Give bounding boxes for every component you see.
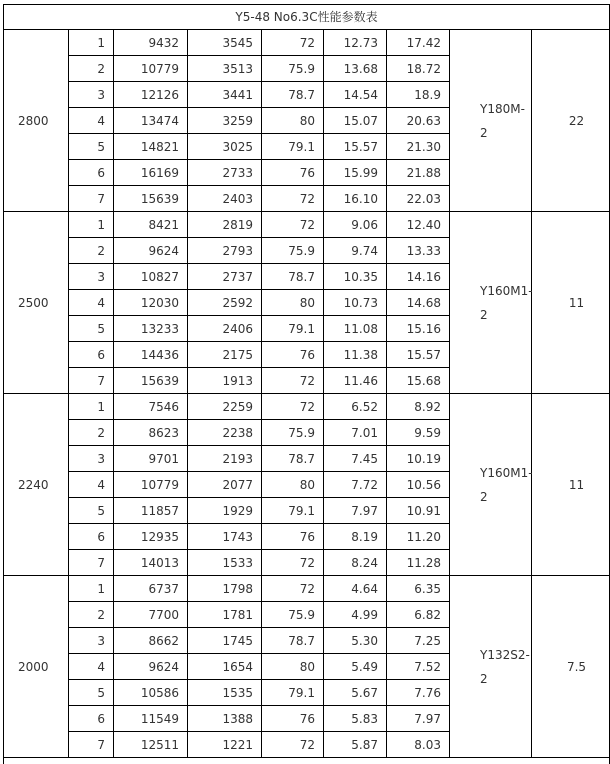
pressure-cell: 2238 [188, 420, 262, 446]
required-power-cell: 10.19 [387, 446, 450, 472]
airflow-cell: 9624 [114, 654, 188, 680]
required-power-cell: 18.9 [387, 82, 450, 108]
shaft-power-cell: 15.57 [324, 134, 387, 160]
airflow-cell: 10827 [114, 264, 188, 290]
pressure-cell: 2403 [188, 186, 262, 212]
required-power-cell: 7.76 [387, 680, 450, 706]
efficiency-cell: 80 [262, 654, 324, 680]
shaft-power-cell: 10.35 [324, 264, 387, 290]
point-index-cell: 6 [69, 160, 114, 186]
pressure-cell: 1535 [188, 680, 262, 706]
speed-cell: 2800 [4, 30, 69, 212]
airflow-cell: 10586 [114, 680, 188, 706]
title-row [4, 5, 610, 30]
required-power-cell: 12.40 [387, 212, 450, 238]
required-power-cell: 22.03 [387, 186, 450, 212]
airflow-cell: 12511 [114, 732, 188, 758]
required-power-cell: 13.33 [387, 238, 450, 264]
shaft-power-cell: 4.99 [324, 602, 387, 628]
pressure-cell: 2592 [188, 290, 262, 316]
point-index-cell: 5 [69, 316, 114, 342]
point-index-cell: 3 [69, 82, 114, 108]
pressure-cell: 2406 [188, 316, 262, 342]
efficiency-cell: 72 [262, 732, 324, 758]
shaft-power-cell: 10.73 [324, 290, 387, 316]
shaft-power-cell: 9.06 [324, 212, 387, 238]
shaft-power-cell: 11.38 [324, 342, 387, 368]
point-index-cell: 1 [69, 212, 114, 238]
required-power-cell: 6.35 [387, 576, 450, 602]
pressure-cell: 2259 [188, 394, 262, 420]
required-power-cell: 8.03 [387, 732, 450, 758]
required-power-cell: 17.42 [387, 30, 450, 56]
point-index-cell: 2 [69, 56, 114, 82]
point-index-cell: 7 [69, 368, 114, 394]
point-index-cell: 4 [69, 290, 114, 316]
shaft-power-cell: 15.07 [324, 108, 387, 134]
airflow-cell: 9701 [114, 446, 188, 472]
pressure-cell: 2733 [188, 160, 262, 186]
efficiency-cell: 75.9 [262, 420, 324, 446]
shaft-power-cell: 8.24 [324, 550, 387, 576]
motor-model-line2: 2 [480, 485, 527, 509]
pressure-cell: 2077 [188, 472, 262, 498]
shaft-power-cell: 5.87 [324, 732, 387, 758]
airflow-cell: 9432 [114, 30, 188, 56]
shaft-power-cell: 11.08 [324, 316, 387, 342]
efficiency-cell: 72 [262, 550, 324, 576]
airflow-cell: 15639 [114, 186, 188, 212]
required-power-cell: 7.97 [387, 706, 450, 732]
point-index-cell: 3 [69, 264, 114, 290]
point-index-cell: 2 [69, 602, 114, 628]
shaft-power-cell: 7.01 [324, 420, 387, 446]
efficiency-cell: 79.1 [262, 680, 324, 706]
required-power-cell: 18.72 [387, 56, 450, 82]
efficiency-cell: 76 [262, 342, 324, 368]
pressure-cell: 3441 [188, 82, 262, 108]
shaft-power-cell: 7.97 [324, 498, 387, 524]
airflow-cell: 12935 [114, 524, 188, 550]
required-power-cell: 6.82 [387, 602, 450, 628]
shaft-power-cell: 13.68 [324, 56, 387, 82]
efficiency-cell: 80 [262, 290, 324, 316]
airflow-cell: 8623 [114, 420, 188, 446]
shaft-power-cell: 5.83 [324, 706, 387, 732]
required-power-cell: 10.91 [387, 498, 450, 524]
shaft-power-cell: 6.52 [324, 394, 387, 420]
required-power-cell: 14.68 [387, 290, 450, 316]
shaft-power-cell: 15.99 [324, 160, 387, 186]
pressure-cell: 3513 [188, 56, 262, 82]
required-power-cell: 8.92 [387, 394, 450, 420]
point-index-cell: 7 [69, 550, 114, 576]
pressure-cell: 1743 [188, 524, 262, 550]
shaft-power-cell: 7.45 [324, 446, 387, 472]
motor-power-cell: 7.5 [532, 576, 610, 758]
required-power-cell: 21.88 [387, 160, 450, 186]
pressure-cell: 2819 [188, 212, 262, 238]
motor-model-line2: 2 [480, 303, 527, 327]
airflow-cell: 14013 [114, 550, 188, 576]
motor-model-line1: Y180M-2 [480, 97, 527, 145]
point-index-cell: 4 [69, 654, 114, 680]
point-index-cell: 1 [69, 576, 114, 602]
motor-model-line1: Y132S2- [480, 643, 527, 667]
efficiency-cell: 78.7 [262, 628, 324, 654]
pressure-cell: 2175 [188, 342, 262, 368]
point-index-cell: 4 [69, 108, 114, 134]
pressure-cell: 1929 [188, 498, 262, 524]
efficiency-cell: 76 [262, 706, 324, 732]
point-index-cell: 5 [69, 680, 114, 706]
shaft-power-cell: 5.30 [324, 628, 387, 654]
airflow-cell: 7700 [114, 602, 188, 628]
efficiency-cell: 75.9 [262, 56, 324, 82]
pressure-cell: 1654 [188, 654, 262, 680]
efficiency-cell: 72 [262, 368, 324, 394]
point-index-cell: 2 [69, 420, 114, 446]
point-index-cell: 6 [69, 706, 114, 732]
airflow-cell: 8662 [114, 628, 188, 654]
motor-model-cell [450, 30, 532, 212]
table-tail-row [4, 758, 610, 764]
point-index-cell: 1 [69, 30, 114, 56]
efficiency-cell: 80 [262, 472, 324, 498]
efficiency-cell: 75.9 [262, 238, 324, 264]
pressure-cell: 1388 [188, 706, 262, 732]
required-power-cell: 21.30 [387, 134, 450, 160]
efficiency-cell: 80 [262, 108, 324, 134]
motor-power-cell: 22 [532, 30, 610, 212]
shaft-power-cell: 5.67 [324, 680, 387, 706]
airflow-cell: 10779 [114, 56, 188, 82]
efficiency-cell: 79.1 [262, 498, 324, 524]
speed-cell: 2000 [4, 576, 69, 758]
efficiency-cell: 79.1 [262, 134, 324, 160]
pressure-cell: 3259 [188, 108, 262, 134]
airflow-cell: 14821 [114, 134, 188, 160]
airflow-cell: 8421 [114, 212, 188, 238]
pressure-cell: 1781 [188, 602, 262, 628]
point-index-cell: 5 [69, 134, 114, 160]
airflow-cell: 13233 [114, 316, 188, 342]
efficiency-cell: 78.7 [262, 264, 324, 290]
pressure-cell: 1745 [188, 628, 262, 654]
efficiency-cell: 72 [262, 212, 324, 238]
pressure-cell: 2193 [188, 446, 262, 472]
point-index-cell: 6 [69, 342, 114, 368]
efficiency-cell: 79.1 [262, 316, 324, 342]
point-index-cell: 6 [69, 524, 114, 550]
required-power-cell: 11.28 [387, 550, 450, 576]
efficiency-cell: 72 [262, 576, 324, 602]
airflow-cell: 6737 [114, 576, 188, 602]
airflow-cell: 11857 [114, 498, 188, 524]
pressure-cell: 1221 [188, 732, 262, 758]
shaft-power-cell: 11.46 [324, 368, 387, 394]
efficiency-cell: 76 [262, 160, 324, 186]
airflow-cell: 13474 [114, 108, 188, 134]
motor-model-line2: 2 [480, 667, 527, 691]
airflow-cell: 7546 [114, 394, 188, 420]
performance-table [3, 4, 610, 764]
motor-model-cell [450, 576, 532, 758]
required-power-cell: 11.20 [387, 524, 450, 550]
shaft-power-cell: 4.64 [324, 576, 387, 602]
airflow-cell: 15639 [114, 368, 188, 394]
point-index-cell: 5 [69, 498, 114, 524]
pressure-cell: 1913 [188, 368, 262, 394]
airflow-cell: 14436 [114, 342, 188, 368]
motor-model-cell [450, 212, 532, 394]
table-row [4, 212, 610, 238]
required-power-cell: 10.56 [387, 472, 450, 498]
point-index-cell: 4 [69, 472, 114, 498]
pressure-cell: 1798 [188, 576, 262, 602]
required-power-cell: 15.68 [387, 368, 450, 394]
efficiency-cell: 78.7 [262, 446, 324, 472]
speed-cell: 2500 [4, 212, 69, 394]
table-tail-cell [4, 758, 610, 764]
point-index-cell: 7 [69, 732, 114, 758]
required-power-cell: 14.16 [387, 264, 450, 290]
efficiency-cell: 72 [262, 30, 324, 56]
point-index-cell: 1 [69, 394, 114, 420]
airflow-cell: 12030 [114, 290, 188, 316]
pressure-cell: 3025 [188, 134, 262, 160]
efficiency-cell: 78.7 [262, 82, 324, 108]
table-row [4, 576, 610, 602]
motor-model-line1: Y160M1- [480, 461, 527, 485]
required-power-cell: 20.63 [387, 108, 450, 134]
motor-power-cell: 11 [532, 212, 610, 394]
motor-model-line1: Y160M1- [480, 279, 527, 303]
pressure-cell: 1533 [188, 550, 262, 576]
airflow-cell: 10779 [114, 472, 188, 498]
table-row [4, 394, 610, 420]
shaft-power-cell: 8.19 [324, 524, 387, 550]
motor-model-cell [450, 394, 532, 576]
required-power-cell: 15.57 [387, 342, 450, 368]
shaft-power-cell: 16.10 [324, 186, 387, 212]
required-power-cell: 7.25 [387, 628, 450, 654]
point-index-cell: 3 [69, 446, 114, 472]
point-index-cell: 7 [69, 186, 114, 212]
efficiency-cell: 72 [262, 394, 324, 420]
pressure-cell: 3545 [188, 30, 262, 56]
shaft-power-cell: 7.72 [324, 472, 387, 498]
shaft-power-cell: 9.74 [324, 238, 387, 264]
airflow-cell: 11549 [114, 706, 188, 732]
airflow-cell: 9624 [114, 238, 188, 264]
efficiency-cell: 76 [262, 524, 324, 550]
required-power-cell: 7.52 [387, 654, 450, 680]
point-index-cell: 3 [69, 628, 114, 654]
pressure-cell: 2737 [188, 264, 262, 290]
required-power-cell: 9.59 [387, 420, 450, 446]
motor-power-cell: 11 [532, 394, 610, 576]
airflow-cell: 12126 [114, 82, 188, 108]
required-power-cell: 15.16 [387, 316, 450, 342]
point-index-cell: 2 [69, 238, 114, 264]
table-title: Y5-48 No6.3C性能参数表 [4, 5, 610, 30]
efficiency-cell: 75.9 [262, 602, 324, 628]
shaft-power-cell: 14.54 [324, 82, 387, 108]
speed-cell: 2240 [4, 394, 69, 576]
shaft-power-cell: 5.49 [324, 654, 387, 680]
efficiency-cell: 72 [262, 186, 324, 212]
airflow-cell: 16169 [114, 160, 188, 186]
pressure-cell: 2793 [188, 238, 262, 264]
table-row [4, 30, 610, 56]
shaft-power-cell: 12.73 [324, 30, 387, 56]
